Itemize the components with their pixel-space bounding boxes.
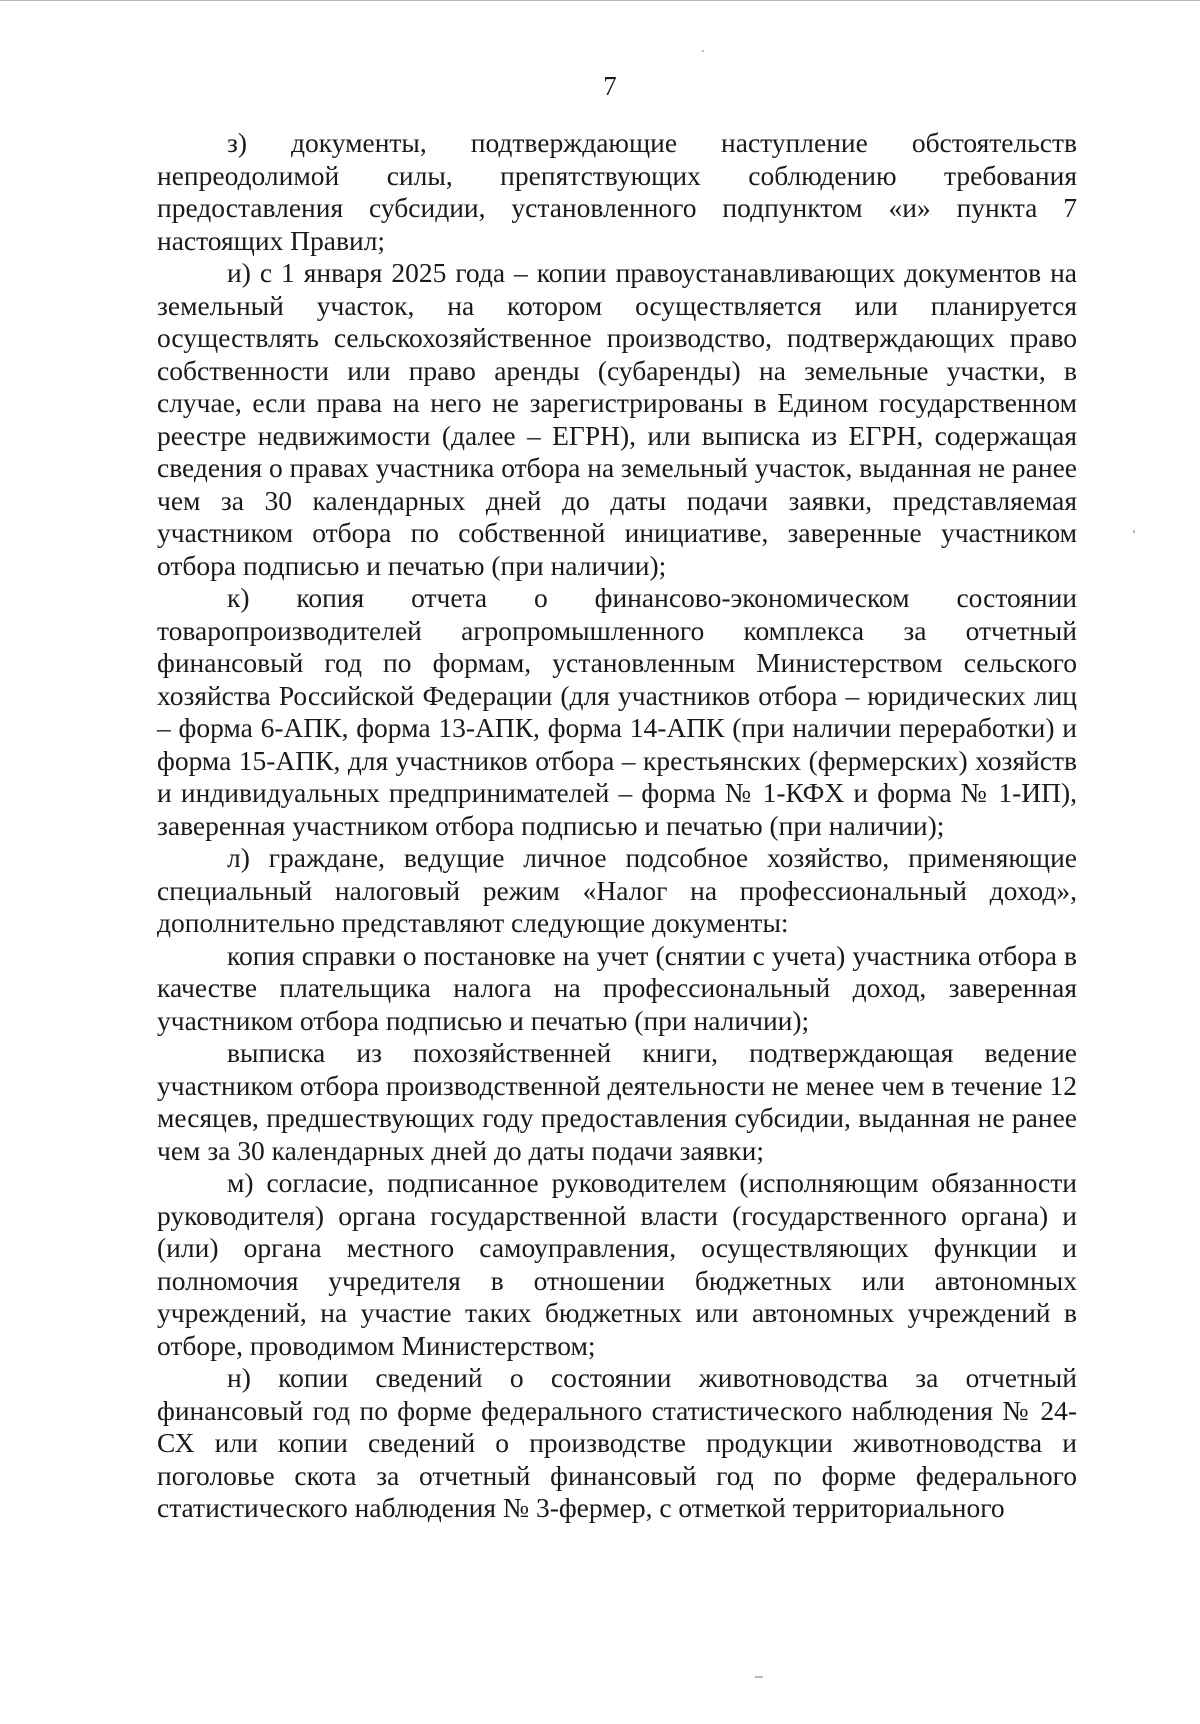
paragraph-k: к) копия отчета о финансово-экономическом состоянии товаропроизводителей агропромышленного комплекса за отчетный финансовый год по формам, установленным Министерством сельского хозяйства Российской Федерации (для участников отбора – юридических лиц – форма 6-АПК, форма 13-АПК, форма 14-АПК (при наличии переработки) и форма 15-АПК, для участников отбора – крестьянских (фермерских) хозяйств и индивидуальных предпринимателей – форма № 1-КФХ и форма № 1-ИП), заверенная участником отбора подписью и печатью (при наличии);	[157, 582, 1077, 841]
scan-speck	[1133, 530, 1135, 533]
paragraph-m: м) согласие, подписанное руководителем (исполняющим обязанности руководителя) органа государственной власти (государственного органа) и (или) органа местного самоуправления, осуществляющих функции и полномочия учредителя в отношении бюджетных или автономных учреждений, на участие таких бюджетных или автономных учреждений в отборе, проводимом Министерством;	[157, 1167, 1077, 1361]
scan-border-top	[0, 0, 1200, 1]
paragraph-z: з) документы, подтверждающие наступление обстоятельств непреодолимой силы, препятствующих соблюдению требования предоставления субсидии, установленного подпунктом «и» пункта 7 настоящих Правил;	[157, 127, 1077, 256]
page-number: 7	[603, 71, 617, 101]
paragraph-n: н) копии сведений о состоянии животноводства за отчетный финансовый год по форме федерального статистического наблюдения № 24-СХ или копии сведений о производстве продукции животноводства и поголовье скота за отчетный финансовый год по форме федерального статистического наблюдения № 3-фермер, с отметкой территориального	[157, 1362, 1077, 1523]
scan-speck	[755, 1676, 763, 1678]
document-body	[157, 127, 1077, 1525]
paragraph-l-item-1: копия справки о постановке на учет (снятии с учета) участника отбора в качестве плательщика налога на профессиональный доход, заверенная участником отбора подписью и печатью (при наличии);	[157, 939, 1077, 1036]
paragraph-i: и) с 1 января 2025 года – копии правоустанавливающих документов на земельный участок, на котором осуществляется или планируется осуществлять сельскохозяйственное производство, подтверждающих право собственности или право аренды (субаренды) на земельные участки, в случае, если права на него не зарегистрированы в Едином государственном реестре недвижимости (далее – ЕГРН), или выписка из ЕГРН, содержащая сведения о правах участника отбора на земельный участок, выданная не ранее чем за 30 календарных дней до даты подачи заявки, представляемая участником отбора по собственной инициативе, заверенные участником отбора подписью и печатью (при наличии);	[157, 257, 1077, 581]
scan-speck	[702, 50, 704, 52]
paragraph-l-item-2: выписка из похозяйственней книги, подтверждающая ведение участником отбора производственной деятельности не менее чем в течение 12 месяцев, предшествующих году предоставления субсидии, выданная не ранее чем за 30 календарных дней до даты подачи заявки;	[157, 1037, 1077, 1166]
paragraph-l: л) граждане, ведущие личное подсобное хозяйство, применяющие специальный налоговый режим «Налог на профессиональный доход», дополнительно представляют следующие документы:	[157, 842, 1077, 938]
